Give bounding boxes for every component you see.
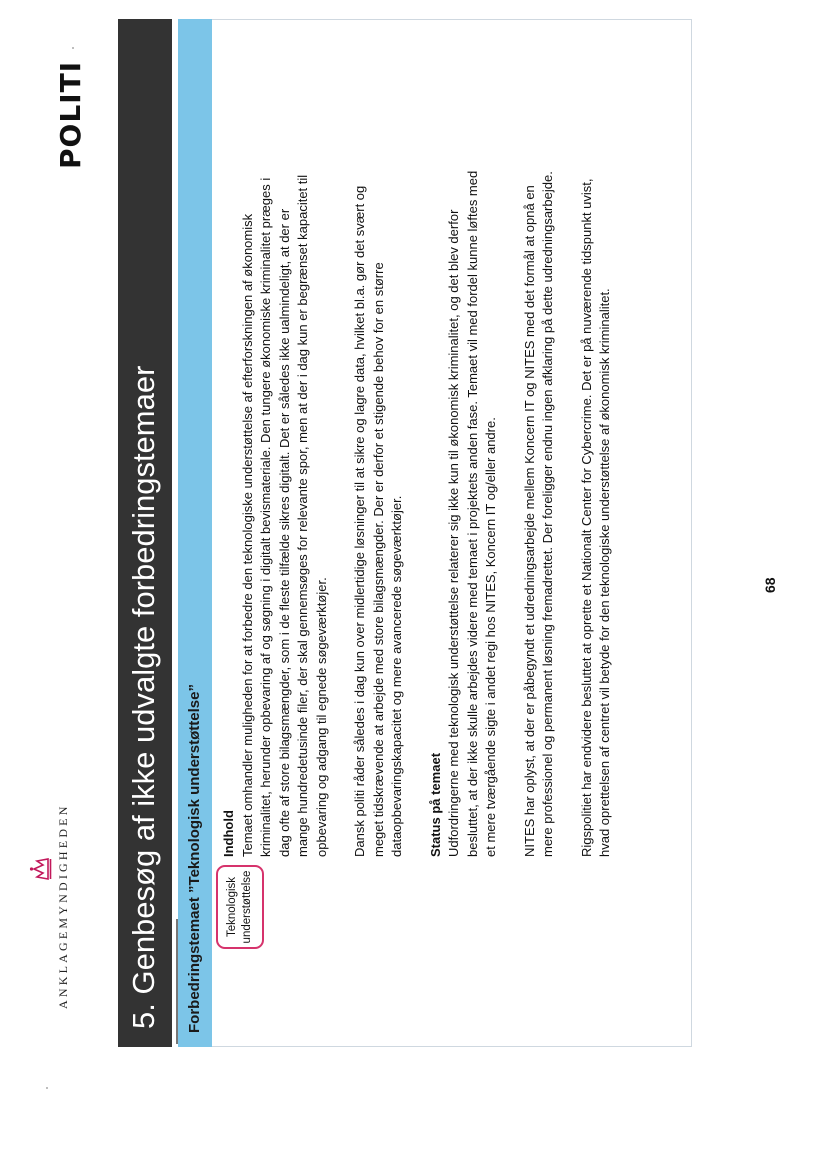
badge-line-1: Teknologisk bbox=[226, 876, 238, 938]
paragraph-2: Dansk politi råder således i dag kun over midlertidige løsninger til at sikre og lagre data, hvilket bl.a. gør det svært og meget tidskrævende at arbejde med store bilagsmængder. Der er derfor et stigende behov for en større dataopbevaringskapacitet og mere avancerede søgeværktøjer. bbox=[352, 185, 404, 857]
anklagemyndigheden-logo: ANKLAGEMYNDIGHEDEN bbox=[56, 803, 70, 1009]
paragraph-4: NITES har oplyst, at der er påbegyndt et udredningsarbejde mellem Koncern IT og NITES med det formål at opnå en mere professionel og permanent løsning fremadrettet. Der foreligger endnu ingen afklaring på dette udredningsarbejde. bbox=[521, 171, 555, 857]
paragraph-1: Temaet omhandler muligheden for at forbedre den teknologiske understøttelse af efterforskningen af økonomisk kriminalitet, herunder opbevaring af og søgning i digitalt bevismateriale. Den tungere økonomiske kriminalitet præges i dag ofte af store bilagsmængder, som i de fleste tilfælde sikres digitalt. Det er således ikke ualmindeligt, at der er mange hundredetusinde filer, der skal gennemsøges for relevante spor, men at der i dag kun er begrænset kapacitet til opbevaring og adgang til egnede søgeværktøjer. bbox=[239, 174, 329, 857]
crown-icon bbox=[28, 854, 54, 884]
page-title: 5. Genbesøg af ikke udvalgte forbedringstemaer bbox=[126, 365, 161, 1029]
paragraph-3: Udfordringerne med teknologisk understøttelse relaterer sig ikke kun til økonomisk kriminalitet, og det blev derfor besluttet, at der ikke skulle arbejdes videre med temaet i projektets anden fase. Temaet vil med fordel kunne løftes med et mere tværgående sigte i andet regi hos NITES, Koncern IT og/eller andre. bbox=[446, 170, 498, 857]
section-heading-status: Status på temaet bbox=[427, 752, 443, 857]
scan-speck bbox=[46, 1087, 48, 1089]
crown-logo bbox=[28, 824, 56, 914]
scan-speck bbox=[72, 47, 74, 49]
page-number: 68 bbox=[762, 577, 778, 593]
section-heading-indhold: Indhold bbox=[221, 810, 236, 857]
badge-line-2: understøttelse bbox=[241, 870, 253, 944]
content-body bbox=[220, 167, 635, 857]
theme-badge bbox=[216, 865, 264, 949]
subtitle: Forbedringstemaet ”Teknologisk understøttelse” bbox=[186, 684, 203, 1033]
politi-logo: POLITI bbox=[54, 60, 87, 169]
paragraph-5: Rigspolitiet har endvidere besluttet at oprette et Nationalt Center for Cybercrime. Det er på nuværende tidspunkt uvist, hvad oprettelsen af centret vil betyde for den teknologiske understøttelse af økonomisk kriminalitet. bbox=[578, 178, 612, 857]
